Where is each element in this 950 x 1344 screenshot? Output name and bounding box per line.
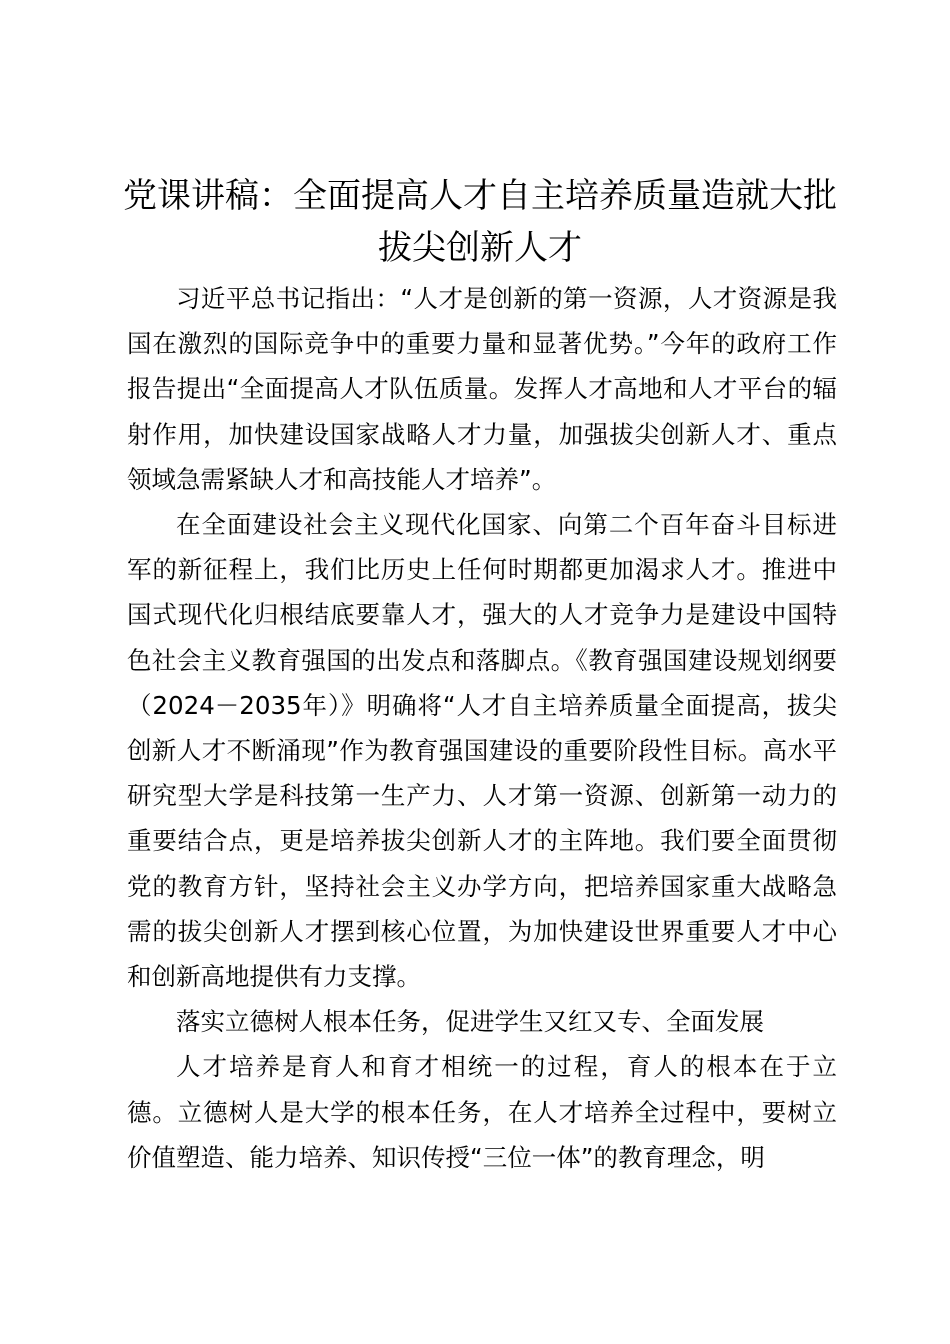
document-title: 党课讲稿：全面提高人才自主培养质量造就大批拔尖创新人才: [123, 176, 837, 268]
document-body: [127, 276, 837, 1180]
paragraph-3: 人才培养是育人和育才相统一的过程，育人的根本在于立德。立德树人是大学的根本任务，在人才培养全过程中，要树立价值塑造、能力培养、知识传授“三位一体”的教育理念，明: [127, 1052, 837, 1172]
section-heading: 落实立德树人根本任务，促进学生又红又专、全面发展: [176, 1007, 764, 1037]
paragraph-2: 在全面建设社会主义现代化国家、向第二个百年奋斗目标进军的新征程上，我们比历史上任何时期都更加渴求人才。推进中国式现代化归根结底要靠人才，强大的人才竞争力是建设中国特色社会主义教育强国的出发点和落脚点。《教育强国建设规划纲要（2024－2035年）》明确将“人才自主培养质量全面提高，拔尖创新人才不断涌现”作为教育强国建设的重要阶段性目标。高水平研究型大学是科技第一生产力、人才第一资源、创新第一动力的重要结合点，更是培养拔尖创新人才的主阵地。我们要全面贯彻党的教育方针，坚持社会主义办学方向，把培养国家重大战略急需的拔尖创新人才摆到核心位置，为加快建设世界重要人才中心和创新高地提供有力支撑。: [127, 510, 837, 992]
paragraph-1: 习近平总书记指出：“人才是创新的第一资源，人才资源是我国在激烈的国际竞争中的重要力量和显著优势。”今年的政府工作报告提出“全面提高人才队伍质量。发挥人才高地和人才平台的辐射作用，加快建设国家战略人才力量，加强拔尖创新人才、重点领域急需紧缺人才和高技能人才培养”。: [127, 284, 837, 494]
